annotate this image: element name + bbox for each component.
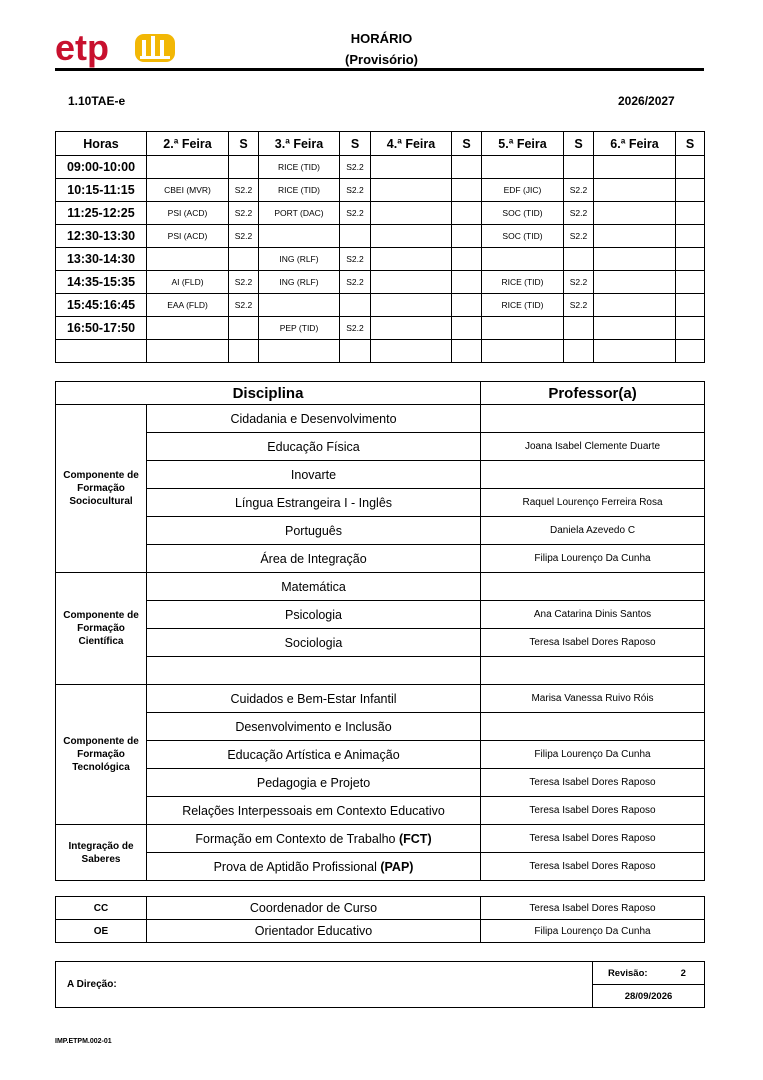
schedule-class-cell [371,294,452,317]
schedule-col-header: 6.ª Feira [594,132,676,156]
schedule-class-cell [147,340,229,363]
schedule-room-cell [452,294,482,317]
discipline-row [56,405,705,433]
schedule-class-cell [594,156,676,179]
discipline-name: Psicologia [285,607,342,622]
schedule-room-cell: S2.2 [229,202,259,225]
schedule-room-cell [452,202,482,225]
discipline-name: Matemática [281,579,346,594]
discipline-name: Inovarte [290,467,337,482]
schedule-class-cell [371,317,452,340]
teacher-name: Marisa Vanessa Ruivo Róis [481,685,705,713]
schedule-room-cell: S2.2 [340,248,371,271]
schedule-room-cell [676,202,705,225]
teacher-header: Professor(a) [481,382,705,405]
schedule-class-cell [147,156,229,179]
schedule-col-header: S [564,132,594,156]
schedule-room-cell [452,225,482,248]
discipline-row [56,629,705,657]
schedule-room-cell [340,294,371,317]
schedule-row [56,248,705,271]
schedule-class-cell: CBEI (MVR) [147,179,229,202]
schedule-room-cell [452,317,482,340]
schedule-room-cell: S2.2 [340,179,371,202]
schedule-class-cell [371,248,452,271]
teacher-name: Filipa Lourenço Da Cunha [481,545,705,573]
schedule-class-cell: PSI (ACD) [147,202,229,225]
discipline-name-cell [147,713,481,741]
schedule-class-cell: SOC (TID) [482,202,564,225]
schedule-room-cell: S2.2 [340,156,371,179]
schedule-table [55,131,705,363]
discipline-name-cell [147,601,481,629]
schedule-room-cell: S2.2 [564,225,594,248]
discipline-name-cell [147,433,481,461]
discipline-row [56,517,705,545]
schedule-room-cell [229,317,259,340]
coordinator-name: Filipa Lourenço Da Cunha [481,920,705,943]
schedule-room-cell: S2.2 [340,317,371,340]
revision-number: 2 [663,962,705,985]
schedule-class-cell [371,340,452,363]
schedule-col-header: S [452,132,482,156]
teacher-name [481,405,705,433]
teacher-name [481,657,705,685]
form-code: IMP.ETPM.002-01 [55,1038,112,1045]
discipline-row [56,713,705,741]
discipline-name-cell [147,489,481,517]
schedule-room-cell [564,156,594,179]
discipline-name: Área de Integração [260,551,367,566]
discipline-row [56,433,705,461]
discipline-name: Prova de Aptidão Profissional [213,859,377,874]
discipline-name: Relações Interpessoais em Contexto Educativo [182,803,445,818]
teacher-name: Ana Catarina Dinis Santos [481,601,705,629]
schedule-class-cell [371,202,452,225]
schedule-room-cell [676,156,705,179]
teacher-name: Joana Isabel Clemente Duarte [481,433,705,461]
teacher-name: Teresa Isabel Dores Raposo [481,769,705,797]
discipline-name: Educação Artística e Animação [227,747,400,762]
schedule-room-cell [452,271,482,294]
coordinator-name: Teresa Isabel Dores Raposo [481,897,705,920]
discipline-row [56,825,705,853]
component-group-label: Componente de Formação Sociocultural [56,405,147,573]
schedule-class-cell [259,340,340,363]
schedule-room-cell: S2.2 [340,202,371,225]
schedule-time-slot: 12:30-13:30 [56,225,147,248]
discipline-header: Disciplina [56,382,481,405]
schedule-room-cell [229,248,259,271]
schedule-row [56,225,705,248]
schedule-class-cell [259,294,340,317]
schedule-class-cell [482,156,564,179]
discipline-name: Língua Estrangeira I - Inglês [234,495,393,510]
schedule-class-cell [594,340,676,363]
coordinator-role: Coordenador de Curso [147,897,481,920]
schedule-class-cell [594,179,676,202]
schedule-class-cell [371,271,452,294]
schedule-room-cell [452,156,482,179]
schedule-class-cell [482,317,564,340]
schedule-room-cell [452,179,482,202]
discipline-name: Cidadania e Desenvolvimento [230,411,397,426]
schedule-room-cell [340,225,371,248]
schedule-room-cell: S2.2 [229,179,259,202]
schedule-row [56,294,705,317]
schedule-class-cell: AI (FLD) [147,271,229,294]
schedule-room-cell [676,225,705,248]
schedule-room-cell: S2.2 [564,271,594,294]
schedule-room-cell: S2.2 [564,179,594,202]
schedule-class-cell [371,225,452,248]
schedule-time-slot: 16:50-17:50 [56,317,147,340]
schedule-room-cell [229,156,259,179]
schedule-room-cell: S2.2 [229,294,259,317]
schedule-time-slot: 13:30-14:30 [56,248,147,271]
schedule-class-cell [482,248,564,271]
schedule-class-cell [371,179,452,202]
schedule-col-header: Horas [56,132,147,156]
schedule-class-cell [594,248,676,271]
teacher-name: Teresa Isabel Dores Raposo [481,629,705,657]
schedule-class-cell: EAA (FLD) [147,294,229,317]
schedule-room-cell [564,317,594,340]
discipline-name-cell [147,741,481,769]
schedule-room-cell [564,340,594,363]
schedule-col-header: 2.ª Feira [147,132,229,156]
coordinator-row [56,920,705,943]
discipline-name: Formação em Contexto de Trabalho [195,831,396,846]
teacher-name: Teresa Isabel Dores Raposo [481,853,705,881]
schedule-room-cell [676,317,705,340]
schedule-class-cell: PORT (DAC) [259,202,340,225]
discipline-code: (PAP) [380,859,414,874]
schedule-col-header: S [340,132,371,156]
teacher-name [481,573,705,601]
component-group-label: Componente de Formação Tecnológica [56,685,147,825]
teacher-name: Filipa Lourenço Da Cunha [481,741,705,769]
component-group-label: Componente de Formação Científica [56,573,147,685]
schedule-class-cell [594,271,676,294]
schedule-row [56,179,705,202]
schedule-class-cell [371,156,452,179]
discipline-name: Pedagogia e Projeto [256,775,371,790]
class-code: 1.10TAE-e [68,94,126,108]
schedule-room-cell [564,248,594,271]
schedule-row [56,317,705,340]
schedule-time-slot: 09:00-10:00 [56,156,147,179]
discipline-name: Sociologia [284,635,343,650]
discipline-row [56,797,705,825]
schedule-class-cell: SOC (TID) [482,225,564,248]
schedule-room-cell: S2.2 [229,225,259,248]
schedule-row [56,202,705,225]
schedule-class-cell: PEP (TID) [259,317,340,340]
discipline-name-cell [147,797,481,825]
schedule-room-cell: S2.2 [564,202,594,225]
schedule-class-cell [594,294,676,317]
schedule-class-cell: RICE (TID) [482,294,564,317]
discipline-row [56,601,705,629]
schedule-class-cell: PSI (ACD) [147,225,229,248]
teacher-name: Raquel Lourenço Ferreira Rosa [481,489,705,517]
schedule-room-cell [452,340,482,363]
discipline-name-cell [147,629,481,657]
discipline-row [56,685,705,713]
discipline-row [56,489,705,517]
discipline-code: (FCT) [398,831,432,846]
disciplines-table [55,381,705,881]
discipline-name-cell [147,573,481,601]
discipline-name-cell [147,769,481,797]
schedule-row [56,271,705,294]
discipline-name: Português [285,523,342,538]
discipline-name-cell [147,461,481,489]
discipline-name-cell [147,545,481,573]
schedule-col-header: 4.ª Feira [371,132,452,156]
discipline-name-cell [147,405,481,433]
schedule-class-cell: RICE (TID) [482,271,564,294]
schedule-room-cell [229,340,259,363]
schedule-room-cell [452,248,482,271]
schedule-room-cell [676,179,705,202]
schedule-room-cell: S2.2 [229,271,259,294]
discipline-row [56,545,705,573]
header-rule [55,68,704,71]
discipline-name: Desenvolvimento e Inclusão [235,719,392,734]
coordinators-table [55,896,705,943]
schedule-class-cell: ING (RLF) [259,248,340,271]
schedule-room-cell [676,294,705,317]
schedule-col-header: S [676,132,705,156]
schedule-class-cell [147,248,229,271]
schedule-room-cell [676,248,705,271]
schedule-class-cell [147,317,229,340]
discipline-name-cell [147,685,481,713]
schedule-col-header: S [229,132,259,156]
coordinator-abbr: OE [56,920,147,943]
schedule-time-slot [56,340,147,363]
schedule-col-header: 3.ª Feira [259,132,340,156]
schedule-class-cell [482,340,564,363]
schedule-class-cell: RICE (TID) [259,179,340,202]
discipline-row [56,741,705,769]
approval-table [55,961,705,1008]
schedule-class-cell [594,317,676,340]
coordinator-role: Orientador Educativo [147,920,481,943]
teacher-name [481,461,705,489]
schedule-class-cell [594,225,676,248]
discipline-name: Educação Física [267,439,360,454]
schedule-room-cell: S2.2 [340,271,371,294]
schedule-room-cell [340,340,371,363]
schedule-class-cell [259,225,340,248]
schedule-room-cell: S2.2 [564,294,594,317]
discipline-row [56,769,705,797]
discipline-name-cell [147,853,481,881]
discipline-name: Cuidados e Bem-Estar Infantil [230,691,397,706]
component-group-label: Integração de Saberes [56,825,147,881]
discipline-row [56,573,705,601]
schedule-row [56,156,705,179]
teacher-name: Teresa Isabel Dores Raposo [481,825,705,853]
teacher-name [481,713,705,741]
document-title: HORÁRIO [350,31,413,46]
schedule-class-cell [594,202,676,225]
document-subtitle: (Provisório) [345,52,418,67]
direction-label: A Direção: [56,962,593,1008]
teacher-name: Teresa Isabel Dores Raposo [481,797,705,825]
school-year: 2026/2027 [618,94,675,108]
schedule-class-cell: EDF (JIC) [482,179,564,202]
discipline-name-cell [147,517,481,545]
discipline-row [56,853,705,881]
discipline-name-cell [147,657,481,685]
schedule-time-slot: 14:35-15:35 [56,271,147,294]
discipline-row [56,657,705,685]
schedule-room-cell [676,340,705,363]
schedule-time-slot: 10:15-11:15 [56,179,147,202]
coordinator-row [56,897,705,920]
svg-text:etp: etp [55,27,109,68]
schedule-col-header: 5.ª Feira [482,132,564,156]
discipline-name-cell [147,825,481,853]
revision-date: 28/09/2026 [593,985,705,1008]
schedule-time-slot: 11:25-12:25 [56,202,147,225]
schedule-class-cell: RICE (TID) [259,156,340,179]
schedule-time-slot: 15:45:16:45 [56,294,147,317]
revision-label: Revisão: [593,962,663,985]
coordinator-abbr: CC [56,897,147,920]
discipline-row [56,461,705,489]
teacher-name: Daniela Azevedo C [481,517,705,545]
schedule-class-cell: ING (RLF) [259,271,340,294]
schedule-row [56,340,705,363]
schedule-room-cell [676,271,705,294]
